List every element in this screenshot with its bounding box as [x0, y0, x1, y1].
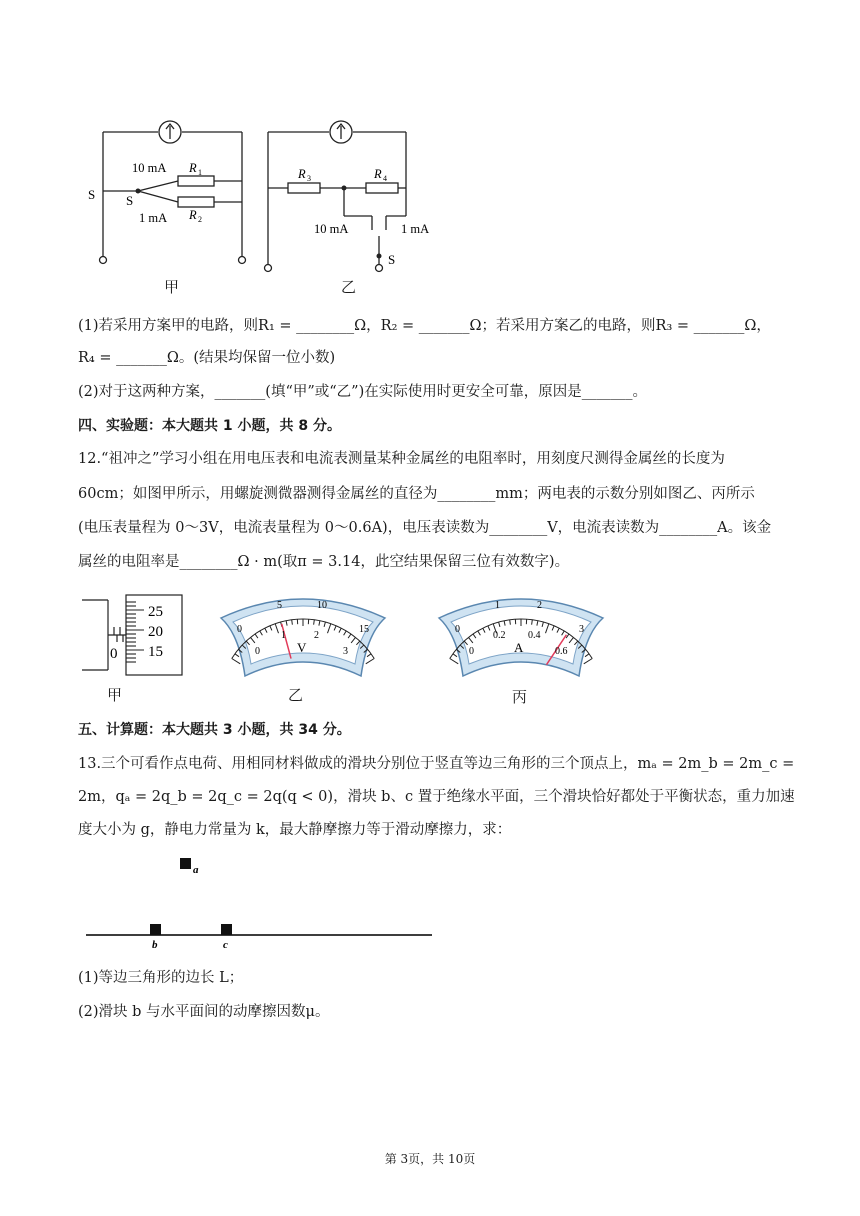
circuit-jia-s-outer: S [88, 187, 96, 202]
micrometer-figure [78, 590, 188, 680]
section-5-heading: 五、计算题：本大题共 3 小题，共 34 分。 [78, 722, 351, 738]
circuit-jia-r1-subscript: 1 [198, 168, 202, 177]
ammeter-top-0: 0 [455, 624, 460, 635]
meter-scale-tick [450, 658, 458, 663]
q12-line4: 属丝的电阻率是________Ω · m(取π = 3.14，此空结果保留三位有效数字)。 [78, 554, 570, 570]
q13-line2: 2m，qₐ = 2q_b = 2q_c = 2q(q < 0)，滑块 b、c 置于绝缘水平面，三个滑块恰好都处于平衡状态，重力加速 [78, 789, 795, 805]
micrometer-tick-20: 20 [148, 624, 163, 640]
circuit-yi-s-label: S [388, 252, 396, 267]
voltmeter-top-5: 5 [277, 600, 282, 611]
ammeter-top-2: 2 [537, 600, 542, 611]
voltmeter-figure [219, 588, 387, 680]
ammeter-bottom-0-2: 0.2 [493, 630, 506, 641]
meter-scale-tick [585, 654, 589, 657]
block-a-label: a [193, 864, 199, 876]
q13-line3: 度大小为 g，静电力常量为 k，最大静摩擦力等于滑动摩擦力，求： [78, 822, 512, 838]
ammeter-caption: 丙 [512, 688, 528, 706]
circuit-yi-label-1ma: 1 mA [401, 222, 430, 236]
voltmeter-top-0: 0 [237, 624, 242, 635]
circuit-jia-diagram [88, 118, 258, 278]
ammeter-bottom-0: 0 [469, 646, 474, 657]
voltmeter-bottom-0: 0 [255, 646, 260, 657]
q11-part2: (2)对于这两种方案，_______(填“甲”或“乙”)在实际使用时更安全可靠，原因是_______。 [78, 384, 648, 400]
meter-scale-tick [366, 658, 374, 663]
voltmeter-bottom-1: 1 [281, 630, 286, 641]
circuit-yi-r3-subscript: 3 [307, 174, 311, 183]
circuit-yi-caption: 乙 [341, 278, 357, 296]
meter-scale-tick [367, 654, 371, 657]
meter-scale-tick [532, 620, 533, 625]
q12-line1: 12.“祖冲之”学习小组在用电压表和电流表测量某种金属丝的电阻率时，用刻度尺测得金属丝的长度为 [78, 451, 725, 467]
ammeter-bottom-0-4: 0.4 [528, 630, 541, 641]
micrometer-tick-25: 25 [148, 604, 163, 620]
section-4-heading: 四、实验题：本大题共 1 小题，共 8 分。 [78, 418, 341, 434]
q12-line2: 60cm；如图甲所示，用螺旋测微器测得金属丝的直径为________mm；两电表的示数分别如图乙、丙所示 [78, 486, 755, 502]
micrometer-tick-15: 15 [148, 644, 163, 660]
meter-scale-tick [453, 654, 457, 657]
q13-part2: (2)滑块 b 与水平面间的动摩擦因数μ。 [78, 1004, 330, 1020]
circuit-yi-r3-label: R [298, 167, 306, 181]
q13-line1: 13.三个可看作点电荷、用相同材料做成的滑块分别位于竖直等边三角形的三个顶点上，mₐ = 2m_b = 2m_c = [78, 756, 795, 772]
micrometer-zero: 0 [110, 646, 118, 662]
ammeter-figure [437, 588, 605, 680]
blocks-diagram [82, 852, 442, 952]
circuit-jia-label-10ma: 10 mA [132, 161, 167, 175]
block-a [180, 858, 191, 869]
micrometer-caption: 甲 [107, 686, 123, 704]
ammeter-top-1: 1 [495, 600, 500, 611]
voltmeter-bottom-3: 3 [343, 646, 348, 657]
meter-scale-tick [314, 620, 315, 625]
ammeter-unit: A [514, 640, 524, 655]
voltmeter-top-10: 10 [317, 600, 327, 611]
meter-scale-tick [292, 620, 293, 625]
circuit-jia-r2-subscript: 2 [198, 215, 202, 224]
circuit-yi-label-10ma: 10 mA [314, 222, 349, 236]
q11-part1-line1: (1)若采用方案甲的电路，则R₁ = ________Ω，R₂ = _______Ω；若采用方案乙的电路，则R₃ = _______Ω， [78, 318, 771, 334]
circuit-jia-r2-label: R [189, 208, 197, 222]
meter-scale-tick [584, 658, 592, 663]
block-c [221, 924, 232, 935]
voltmeter-unit: V [297, 640, 307, 655]
ammeter-top-3: 3 [579, 624, 584, 635]
meter-scale-tick [235, 654, 239, 657]
q13-part1: (1)等边三角形的边长 L； [78, 970, 244, 986]
circuit-jia-label-1ma: 1 mA [139, 211, 168, 225]
block-b [150, 924, 161, 935]
voltmeter-caption: 乙 [288, 686, 304, 704]
page-footer: 第 3页，共 10页 [384, 1152, 476, 1166]
circuit-yi-r4-subscript: 4 [383, 174, 387, 183]
voltmeter-top-15: 15 [359, 624, 369, 635]
circuit-jia-caption: 甲 [164, 278, 180, 296]
circuit-yi-diagram [258, 118, 448, 278]
ammeter-bottom-0-6: 0.6 [555, 646, 568, 657]
voltmeter-bottom-2: 2 [314, 630, 319, 641]
meter-scale-tick [232, 658, 240, 663]
circuit-jia-s-inner: S [126, 193, 134, 208]
block-b-label: b [152, 939, 158, 951]
q12-line3: (电压表量程为 0～3V，电流表量程为 0～0.6A)，电压表读数为________V，电流表读数为________A。该金 [78, 520, 772, 536]
circuit-yi-r4-label: R [374, 167, 382, 181]
block-c-label: c [223, 939, 228, 951]
circuit-jia-r1-label: R [189, 161, 197, 175]
meter-scale-tick [510, 620, 511, 625]
q11-part1-line2: R₄ = _______Ω。(结果均保留一位小数) [78, 350, 336, 366]
